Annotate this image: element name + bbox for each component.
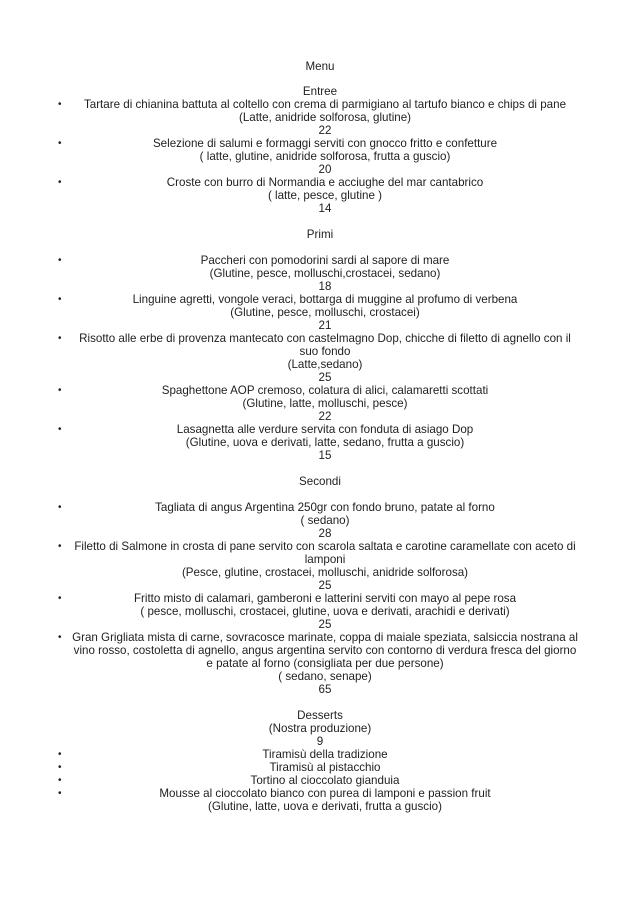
item-name: Paccheri con pomodorini sardi al sapore di mare <box>200 254 450 267</box>
item-name: Gran Grigliata mista di carne, sovracosce marinate, coppa di maiale speziata, salsiccia nostrana al vino rosso, costoletta di agnello, angus argentina servito con contorno di verdura fresca del giorno e patate al forno (consigliata per due persone) <box>72 631 578 670</box>
item-name: Fritto misto di calamari, gamberoni e latterini serviti con mayo al pepe rosa <box>133 592 517 605</box>
bullet-icon: • <box>58 788 62 799</box>
item-price: 18 <box>318 280 332 293</box>
item-allergens: ( sedano) <box>300 514 350 527</box>
item-allergens: ( latte, glutine, anidride solforosa, frutta a guscio) <box>199 150 451 163</box>
item-allergens: (Glutine, pesce, molluschi,crostacei, sedano) <box>209 267 441 280</box>
bullet-icon: • <box>58 749 62 760</box>
item-name: Linguine agretti, vongole veraci, bottarga di muggine al profumo di verbena <box>132 293 518 306</box>
item-price: 25 <box>318 618 332 631</box>
item-price: 65 <box>318 683 332 696</box>
section-title: Primi <box>306 228 334 241</box>
bullet-icon: • <box>58 177 62 188</box>
section-entree <box>0 85 640 215</box>
section-desserts <box>0 709 640 813</box>
bullet-icon: • <box>58 424 62 435</box>
item-allergens: ( latte, pesce, glutine ) <box>267 189 383 202</box>
menu-item <box>58 137 580 176</box>
item-allergens: (Glutine, uova e derivati, latte, sedano, frutta a guscio) <box>185 436 465 449</box>
dessert-item <box>58 748 580 761</box>
bullet-icon: • <box>58 333 62 344</box>
desserts-subtitle: (Nostra produzione) <box>268 722 372 735</box>
item-allergens: (Glutine, pesce, molluschi, crostacei) <box>230 306 420 319</box>
bullet-icon: • <box>58 593 62 604</box>
item-price: 15 <box>318 449 332 462</box>
item-name: Tartare di chianina battuta al coltello con crema di parmigiano al tartufo bianco e chips di pane <box>83 98 567 111</box>
dessert-name: Tiramisù della tradizione <box>262 748 388 761</box>
menu-title: Menu <box>305 60 335 73</box>
item-name: Lasagnetta alle verdure servita con fonduta di asiago Dop <box>176 423 474 436</box>
dessert-name: Tiramisù al pistacchio <box>269 761 381 774</box>
menu-item <box>58 631 580 696</box>
item-allergens: (Latte, anidride solforosa, glutine) <box>238 111 412 124</box>
bullet-icon: • <box>58 632 62 643</box>
section-primi <box>0 228 640 462</box>
section-title: Desserts <box>297 709 343 722</box>
item-price: 25 <box>318 371 332 384</box>
menu-item <box>58 176 580 215</box>
item-name: Croste con burro di Normandia e acciughe del mar cantabrico <box>166 176 484 189</box>
item-price: 28 <box>318 527 332 540</box>
menu-item <box>58 501 580 540</box>
menu-item <box>58 423 580 462</box>
item-allergens: ( sedano, senape) <box>278 670 372 683</box>
item-name: Selezione di salumi e formaggi serviti con gnocco fritto e confetture <box>152 137 498 150</box>
item-allergens: (Pesce, glutine, crostacei, molluschi, anidride solforosa) <box>181 566 469 579</box>
item-name: Risotto alle erbe di provenza mantecato con castelmagno Dop, chicche di filetto di agnello con il suo fondo <box>79 332 571 358</box>
bullet-icon: • <box>58 385 62 396</box>
item-price: 25 <box>318 579 332 592</box>
bullet-icon: • <box>58 255 62 266</box>
dessert-item <box>58 774 580 787</box>
dessert-item <box>58 787 580 800</box>
section-secondi <box>0 475 640 696</box>
item-price: 14 <box>318 202 332 215</box>
item-name: Filetto di Salmone in crosta di pane servito con scarola saltata e carotine caramellate con aceto di lamponi <box>74 540 576 566</box>
dessert-name: Tortino al cioccolato gianduia <box>250 774 400 787</box>
section-title: Entree <box>302 85 338 98</box>
bullet-icon: • <box>58 294 62 305</box>
item-name: Spaghettone AOP cremoso, colatura di alici, calamaretti scottati <box>161 384 489 397</box>
section-title: Secondi <box>299 475 341 488</box>
dessert-name: Mousse al cioccolato bianco con purea di lamponi e passion fruit <box>159 787 491 800</box>
item-price: 22 <box>318 124 332 137</box>
menu-item <box>58 384 580 423</box>
item-allergens: (Latte,sedano) <box>287 358 363 371</box>
dessert-item <box>58 761 580 774</box>
item-allergens: ( pesce, molluschi, crostacei, glutine, uova e derivati, arachidi e derivati) <box>140 605 510 618</box>
item-price: 21 <box>318 319 332 332</box>
bullet-icon: • <box>58 775 62 786</box>
bullet-icon: • <box>58 99 62 110</box>
menu-item <box>58 254 580 293</box>
menu-item <box>58 293 580 332</box>
menu-item <box>58 592 580 631</box>
bullet-icon: • <box>58 138 62 149</box>
menu-item <box>58 98 580 137</box>
item-price: 20 <box>318 163 332 176</box>
menu-page <box>0 60 640 813</box>
bullet-icon: • <box>58 762 62 773</box>
desserts-price: 9 <box>316 735 324 748</box>
desserts-allergens: (Glutine, latte, uova e derivati, frutta a guscio) <box>208 800 442 813</box>
bullet-icon: • <box>58 502 62 513</box>
menu-item <box>58 540 580 592</box>
menu-item <box>58 332 580 384</box>
item-price: 22 <box>318 410 332 423</box>
item-name: Tagliata di angus Argentina 250gr con fondo bruno, patate al forno <box>155 501 495 514</box>
bullet-icon: • <box>58 541 62 552</box>
item-allergens: (Glutine, latte, molluschi, pesce) <box>242 397 408 410</box>
